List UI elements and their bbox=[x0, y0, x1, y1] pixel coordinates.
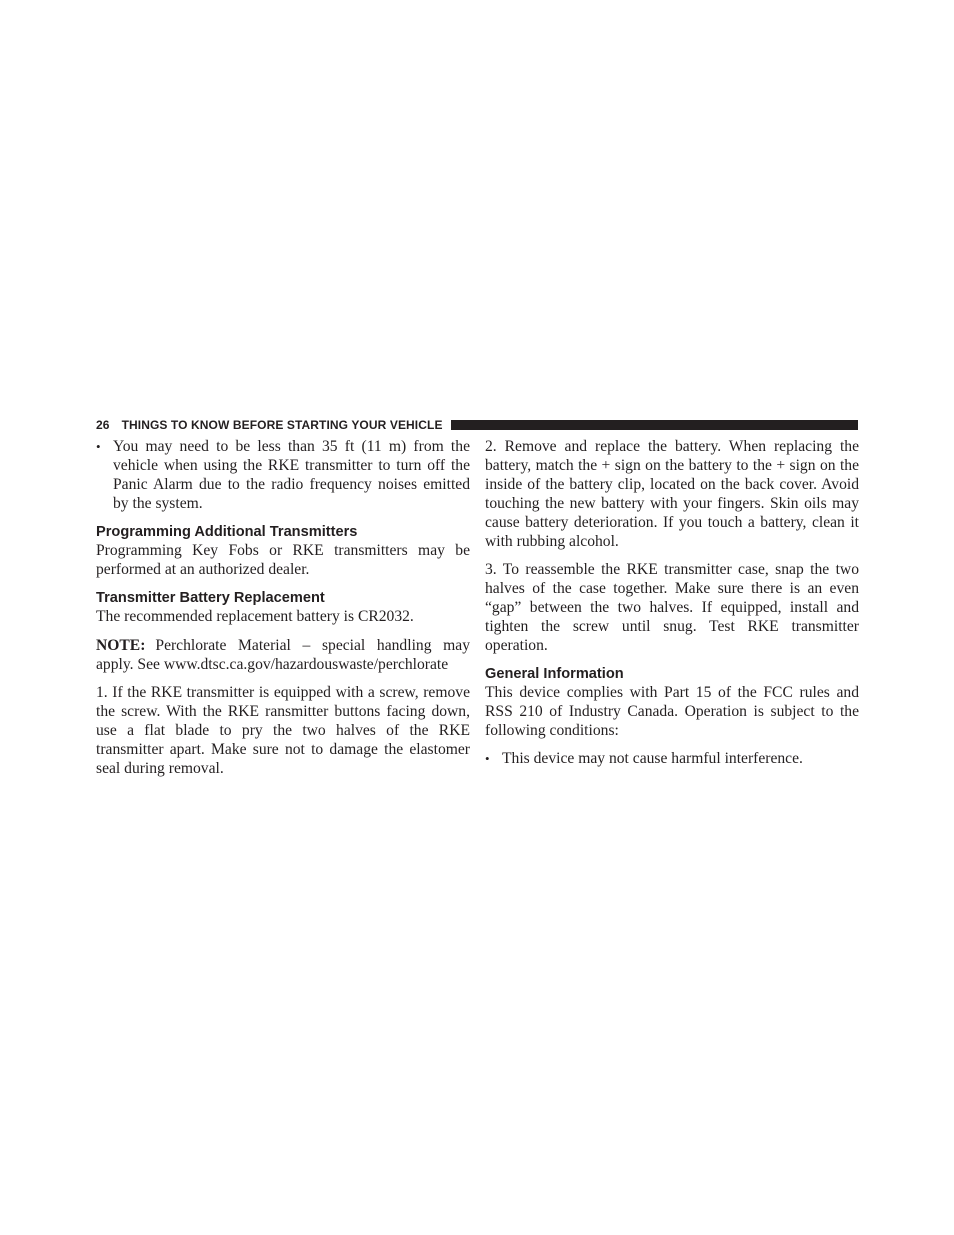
step-1: 1. If the RKE transmitter is equipped with a screw, remove the screw. With the RKE ransmitter buttons facing down, use a flat blade to pry the two halves of the RKE transmitter apart. Make sure not to damage the elastomer seal during removal. bbox=[96, 684, 470, 777]
page-header bbox=[96, 414, 858, 436]
step-3: 3. To reassemble the RKE transmitter case, snap the two halves of the case together. Make sure there is an even “gap” between the two halves. If equipped, install and tighten the screw until snug. Test RKE transmitter operation. bbox=[485, 560, 859, 654]
note-text: Perchlorate Material – special handling may apply. See www.dtsc.ca.gov/hazardouswaste/perchlorate bbox=[96, 636, 470, 673]
list-item-text: You may need to be less than 35 ft (11 m) from the vehicle when using the RKE transmitter to turn off the Panic Alarm due to the radio frequency noises emitted by the system. bbox=[113, 438, 470, 512]
bullet-icon: • bbox=[96, 439, 101, 454]
list-item bbox=[485, 750, 859, 769]
list-item bbox=[96, 438, 470, 514]
header-rule bbox=[451, 420, 858, 430]
heading-general-information: General Information bbox=[485, 665, 624, 682]
left-column bbox=[96, 438, 470, 788]
page-number: 26 bbox=[96, 418, 110, 432]
list-item-text: This device may not cause harmful interference. bbox=[502, 750, 803, 768]
right-column bbox=[485, 438, 859, 779]
paragraph-programming: Programming Key Fobs or RKE transmitters may be performed at an authorized dealer. bbox=[96, 542, 470, 579]
section-title: THINGS TO KNOW BEFORE STARTING YOUR VEHICLE bbox=[121, 418, 443, 432]
bullet-icon: • bbox=[485, 751, 490, 767]
paragraph-fcc-compliance: This device complies with Part 15 of the FCC rules and RSS 210 of Industry Canada. Operation is subject to the following conditions: bbox=[485, 683, 859, 739]
note-paragraph bbox=[96, 637, 470, 675]
step-2: 2. Remove and replace the battery. When replacing the battery, match the + sign on the battery to the + sign on the inside of the battery clip, located on the back cover. Avoid touching the new battery with your fingers. Skin oils may cause battery deterioration. If you touch a battery, clean it with rubbing alcohol. bbox=[485, 438, 859, 550]
paragraph-recommended-battery: The recommended replacement battery is CR2032. bbox=[96, 608, 414, 626]
heading-programming-transmitters: Programming Additional Transmitters bbox=[96, 524, 358, 541]
note-label: NOTE: bbox=[96, 636, 146, 654]
heading-battery-replacement: Transmitter Battery Replacement bbox=[96, 590, 325, 607]
